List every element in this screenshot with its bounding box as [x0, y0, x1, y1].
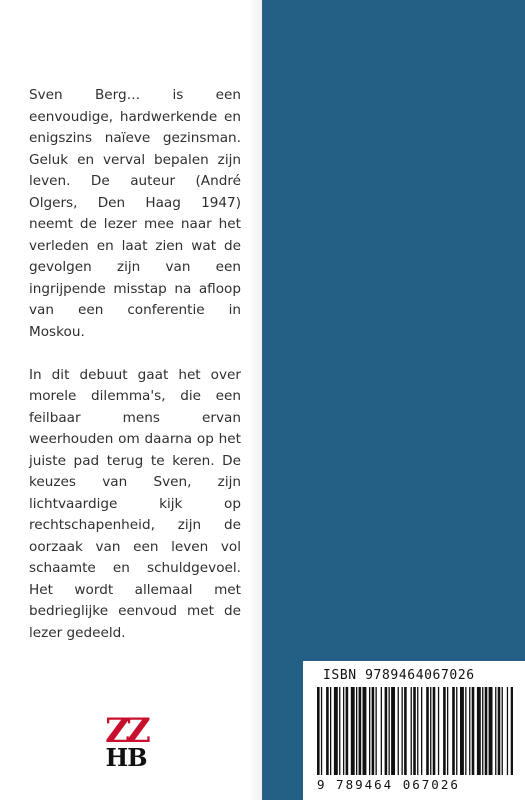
barcode-bar — [359, 687, 362, 775]
barcode-bar — [426, 687, 429, 775]
barcode-bar — [391, 687, 395, 775]
isbn-barcode — [303, 661, 525, 800]
barcode-bar — [343, 687, 344, 775]
barcode-bar — [363, 687, 367, 775]
spine-shadow — [248, 0, 262, 800]
barcode-bar — [346, 687, 349, 775]
barcode-bar — [376, 687, 377, 775]
barcode-bar — [351, 687, 355, 775]
barcode-bar — [372, 687, 375, 775]
blurb-paragraph-1: Sven Berg… is een eenvoudige, hardwerkende en enigszins naïeve gezinsman. Geluk en verval bepalen zijn leven. De auteur (André Olgers, Den Haag 1947) neemt de lezer mee naar het verleden en laat zien wat de gevolgen zijn van een ingrijpende misstap na afloop van een conferentie in Moskou. — [29, 87, 241, 340]
barcode-bar — [381, 687, 382, 775]
barcode-bar — [326, 687, 329, 775]
logo-bottom-text: HB — [105, 743, 147, 770]
isbn-digits: 9 789464 067026 — [317, 777, 460, 792]
barcode-bar — [447, 687, 448, 775]
barcode-bar — [472, 687, 475, 775]
barcode-bar — [477, 687, 481, 775]
barcode-bar — [321, 687, 322, 775]
barcode-bar — [413, 687, 416, 775]
blurb-paragraph-2: In dit debuut gaat het over morele dilemma's, die een feilbaar mens ervan weerhouden om daarna op het juiste pad terug te keren. De keuzes van Sven, zijn lichtvaardige kijk op rechtschapenheid, zijn de oorzaak van een leven vol schaamte en schuldgevoel. Het wordt allemaal met bedrieglijke eenvoud met de lezer gedeeld. — [29, 366, 241, 641]
barcode-bar — [511, 687, 513, 775]
barcode-bar — [330, 687, 331, 775]
barcode-bar — [498, 687, 501, 775]
barcode-bar — [489, 687, 493, 775]
barcode-bar — [421, 687, 422, 775]
barcode-bar — [443, 687, 446, 775]
barcode-bar — [433, 687, 436, 775]
back-cover-blurb — [29, 85, 241, 666]
barcode-bar — [452, 687, 455, 775]
barcode-bar — [385, 687, 388, 775]
barcode-bar — [402, 687, 403, 775]
logo-top-text: ZZ — [105, 712, 147, 751]
isbn-label: ISBN 9789464067026 — [323, 668, 475, 683]
barcode-bar — [356, 687, 357, 775]
barcode-bar — [411, 687, 412, 775]
barcode-bar — [460, 687, 464, 775]
barcode-bar — [339, 687, 340, 775]
barcode-bars — [317, 687, 513, 775]
barcode-bar — [398, 687, 399, 775]
barcode-bar — [482, 687, 483, 775]
barcode-bar — [417, 687, 418, 775]
barcode-bar — [317, 687, 320, 775]
barcode-bar — [456, 687, 457, 775]
barcode-bar — [507, 687, 508, 775]
barcode-bar — [485, 687, 488, 775]
barcode-bar — [389, 687, 390, 775]
barcode-bar — [465, 687, 466, 775]
barcode-bar — [495, 687, 496, 775]
barcode-bar — [438, 687, 439, 775]
barcode-bar — [430, 687, 431, 775]
barcode-bar — [502, 687, 503, 775]
barcode-bar — [469, 687, 470, 775]
barcode-bar — [404, 687, 407, 775]
barcode-bar — [334, 687, 338, 775]
publisher-logo — [93, 712, 159, 770]
barcode-bar — [369, 687, 370, 775]
